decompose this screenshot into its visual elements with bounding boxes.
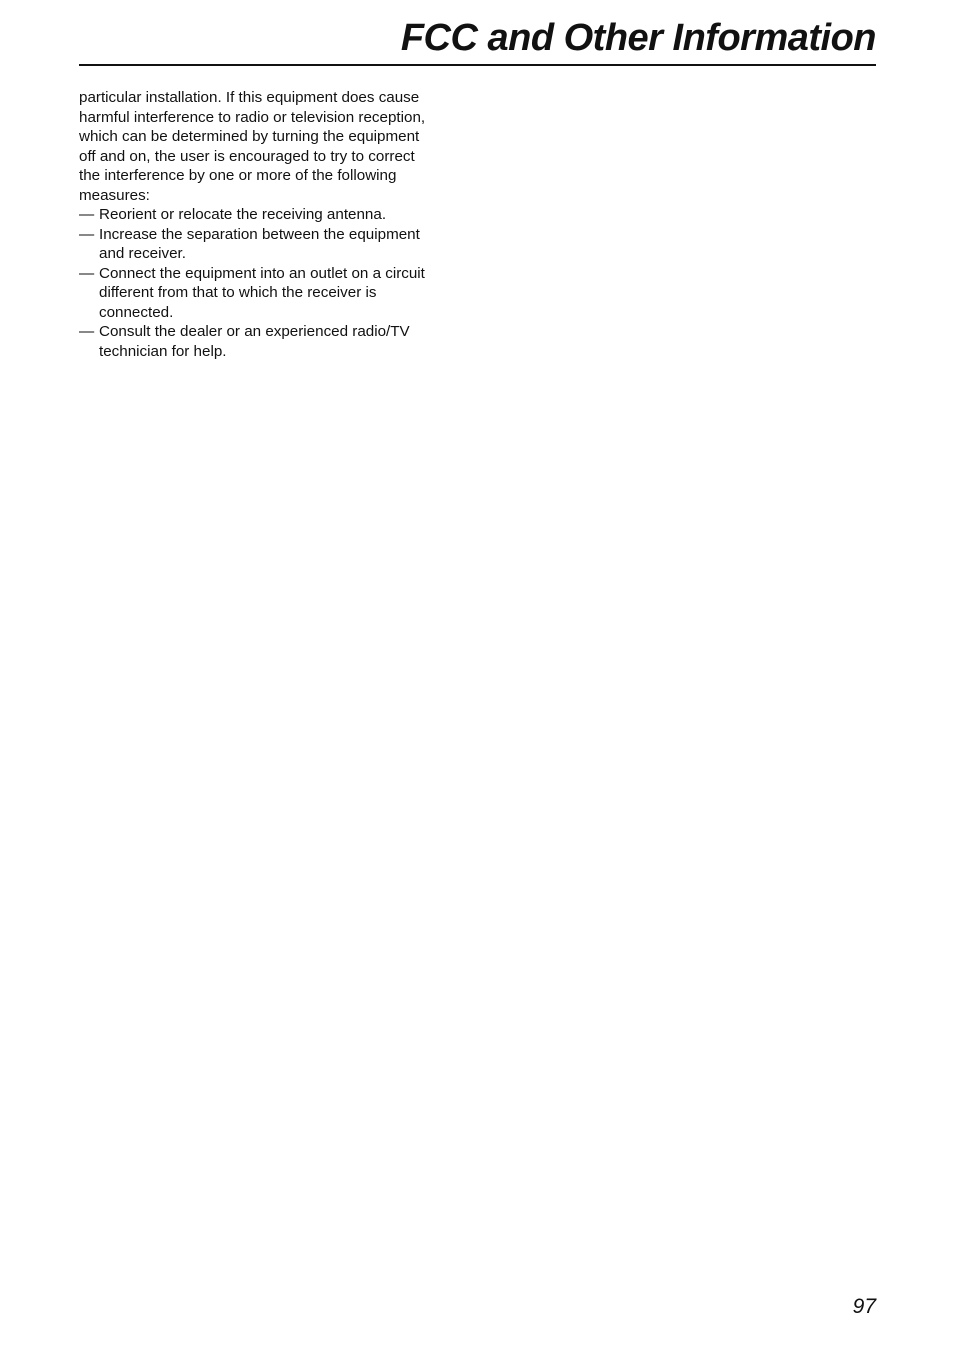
list-item-text: Consult the dealer or an experienced radio/TV xyxy=(99,323,410,340)
page-title: FCC and Other Information xyxy=(400,17,876,59)
dash-marker: — xyxy=(79,323,95,340)
dash-marker: — xyxy=(79,206,95,223)
list-item xyxy=(79,205,451,225)
dash-marker: — xyxy=(79,225,95,243)
list-item-text: technician for help. xyxy=(99,342,227,360)
list-item-text: Connect the equipment into an outlet on a circuit xyxy=(99,264,425,282)
paragraph-line: off and on, the user is encouraged to try to correct xyxy=(79,147,415,165)
list-item xyxy=(79,264,451,323)
list-item-text: Reorient or relocate the receiving antenna. xyxy=(99,206,387,223)
intro-paragraph xyxy=(79,88,451,205)
paragraph-line: which can be determined by turning the equipment xyxy=(79,128,420,145)
paragraph-line: the interference by one or more of the following xyxy=(79,167,397,184)
list-item-text: different from that to which the receiver is xyxy=(99,284,377,301)
list-item xyxy=(79,322,451,361)
dash-marker: — xyxy=(79,264,95,282)
page-number: 97 xyxy=(852,1295,876,1318)
list-item-text: and receiver. xyxy=(99,245,186,262)
title-divider xyxy=(79,64,876,66)
list-item-text: connected. xyxy=(99,303,174,321)
list-item xyxy=(79,225,451,264)
body-text-column xyxy=(79,88,451,361)
measures-list xyxy=(79,205,451,361)
paragraph-line: particular installation. If this equipment does cause xyxy=(79,89,420,106)
paragraph-line: harmful interference to radio or television reception, xyxy=(79,108,426,126)
list-item-text: Increase the separation between the equipment xyxy=(99,225,420,243)
paragraph-line: measures: xyxy=(79,186,150,204)
